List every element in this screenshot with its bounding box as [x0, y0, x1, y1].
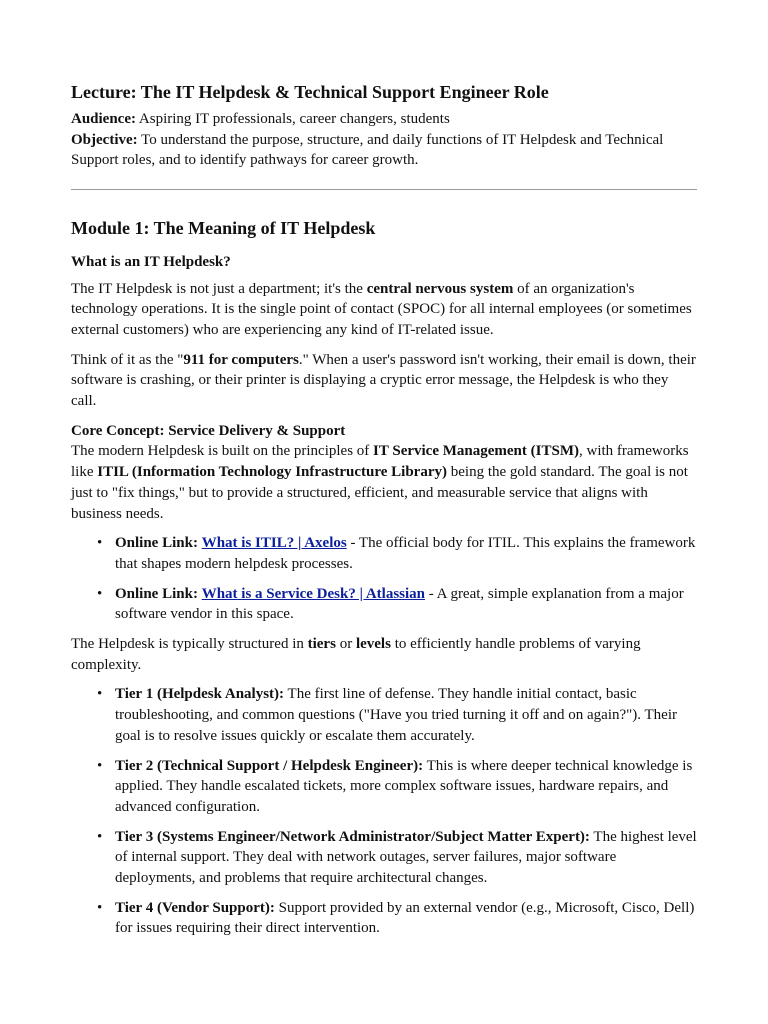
- link-axelos-itil[interactable]: What is ITIL? | Axelos: [201, 535, 347, 552]
- text-run: ." When a user's password isn't working, their email is down, their software is crashing, or their printer is displaying a cryptic error message, the Helpdesk is who they call.: [71, 351, 696, 410]
- lecture-meta: [71, 109, 697, 171]
- core-concept-heading: Core Concept: Service Delivery & Support: [71, 422, 346, 439]
- tiers-list: [71, 684, 697, 939]
- section-divider: [71, 189, 697, 190]
- text-run: of an organization's technology operations. It is the single point of contact (SPOC) for all internal employees (or sometimes external customers) who are experiencing any kind of IT-related issue.: [71, 280, 692, 338]
- paragraph-911: [71, 350, 697, 412]
- text-run: being the gold standard. The goal is not just to "fix things," but to provide a structured, efficient, and measurable service that aligns with business needs.: [71, 464, 688, 522]
- paragraph-central-nervous-system: [71, 279, 697, 341]
- text-run: The Helpdesk is typically structured in: [71, 636, 308, 653]
- tier-3-item: [115, 827, 697, 889]
- text-run: The modern Helpdesk is built on the principles of: [71, 443, 374, 460]
- objective-line: [71, 130, 697, 171]
- lecture-title: Lecture: The IT Helpdesk & Technical Support Engineer Role: [71, 82, 549, 102]
- online-links-list: [71, 533, 697, 625]
- tier-4-item: [115, 898, 697, 939]
- link-atlassian-service-desk[interactable]: What is a Service Desk? | Atlassian: [201, 585, 426, 602]
- audience-label: Audience:: [71, 111, 136, 127]
- what-is-helpdesk-heading: What is an IT Helpdesk?: [71, 253, 231, 270]
- online-link-label: Online Link:: [115, 535, 198, 552]
- tier-label: Tier 2 (Technical Support / Helpdesk Engineer):: [115, 757, 424, 774]
- tier-text: This is where deeper technical knowledge is applied. They handle escalated tickets, more complex software issues, hardware repairs, and advanced configuration.: [115, 757, 693, 815]
- text-run: The IT Helpdesk is not just a department; it's the: [71, 280, 367, 297]
- tier-1-item: [115, 684, 697, 746]
- link-description: - The official body for ITIL. This explains the framework that shapes modern helpdesk processes.: [115, 535, 696, 572]
- link-description: - A great, simple explanation from a major software vendor in this space.: [115, 585, 684, 623]
- bold-run: central nervous system: [366, 280, 514, 297]
- tier-label: Tier 3 (Systems Engineer/Network Administrator/Subject Matter Expert):: [115, 828, 590, 845]
- text-run: Think of it as the ": [71, 351, 184, 368]
- tier-label: Tier 1 (Helpdesk Analyst):: [115, 686, 285, 703]
- paragraph-tiers-intro: [71, 634, 697, 675]
- bold-run: 911 for computers: [183, 351, 299, 368]
- bold-run: tiers: [307, 636, 336, 653]
- paragraph-core-concept: [71, 421, 697, 525]
- tier-label: Tier 4 (Vendor Support):: [115, 899, 275, 916]
- text-run: to efficiently handle problems of varying complexity.: [71, 636, 641, 673]
- objective-label: Objective:: [71, 131, 138, 148]
- bold-run: levels: [355, 636, 391, 653]
- online-link-label: Online Link:: [115, 585, 198, 602]
- list-item: [115, 533, 697, 574]
- tier-text: The highest level of internal support. They deal with network outages, server failures, major software deployments, and problems that require architectural changes.: [115, 828, 697, 887]
- bold-run: IT Service Management (ITSM): [373, 443, 579, 460]
- tier-2-item: [115, 756, 697, 818]
- text-run: , with frameworks like: [71, 443, 689, 481]
- audience-text: Aspiring IT professionals, career changers, students: [136, 111, 450, 127]
- tier-text: The first line of defense. They handle initial contact, basic troubleshooting, and common questions ("Have you tried turning it off and on again?"). Their goal is to resolve issues quickly or escalate them accurately.: [115, 686, 677, 744]
- audience-line: [71, 109, 697, 130]
- text-run: or: [335, 636, 356, 653]
- module-1-heading: Module 1: The Meaning of IT Helpdesk: [71, 217, 376, 238]
- list-item: [115, 584, 697, 625]
- bold-run: ITIL (Information Technology Infrastructure Library): [97, 464, 447, 481]
- tier-text: Support provided by an external vendor (e.g., Microsoft, Cisco, Dell) for issues requiring their direct intervention.: [115, 899, 695, 937]
- objective-text: To understand the purpose, structure, and daily functions of IT Helpdesk and Technical Support roles, and to identify pathways for career growth.: [71, 131, 664, 168]
